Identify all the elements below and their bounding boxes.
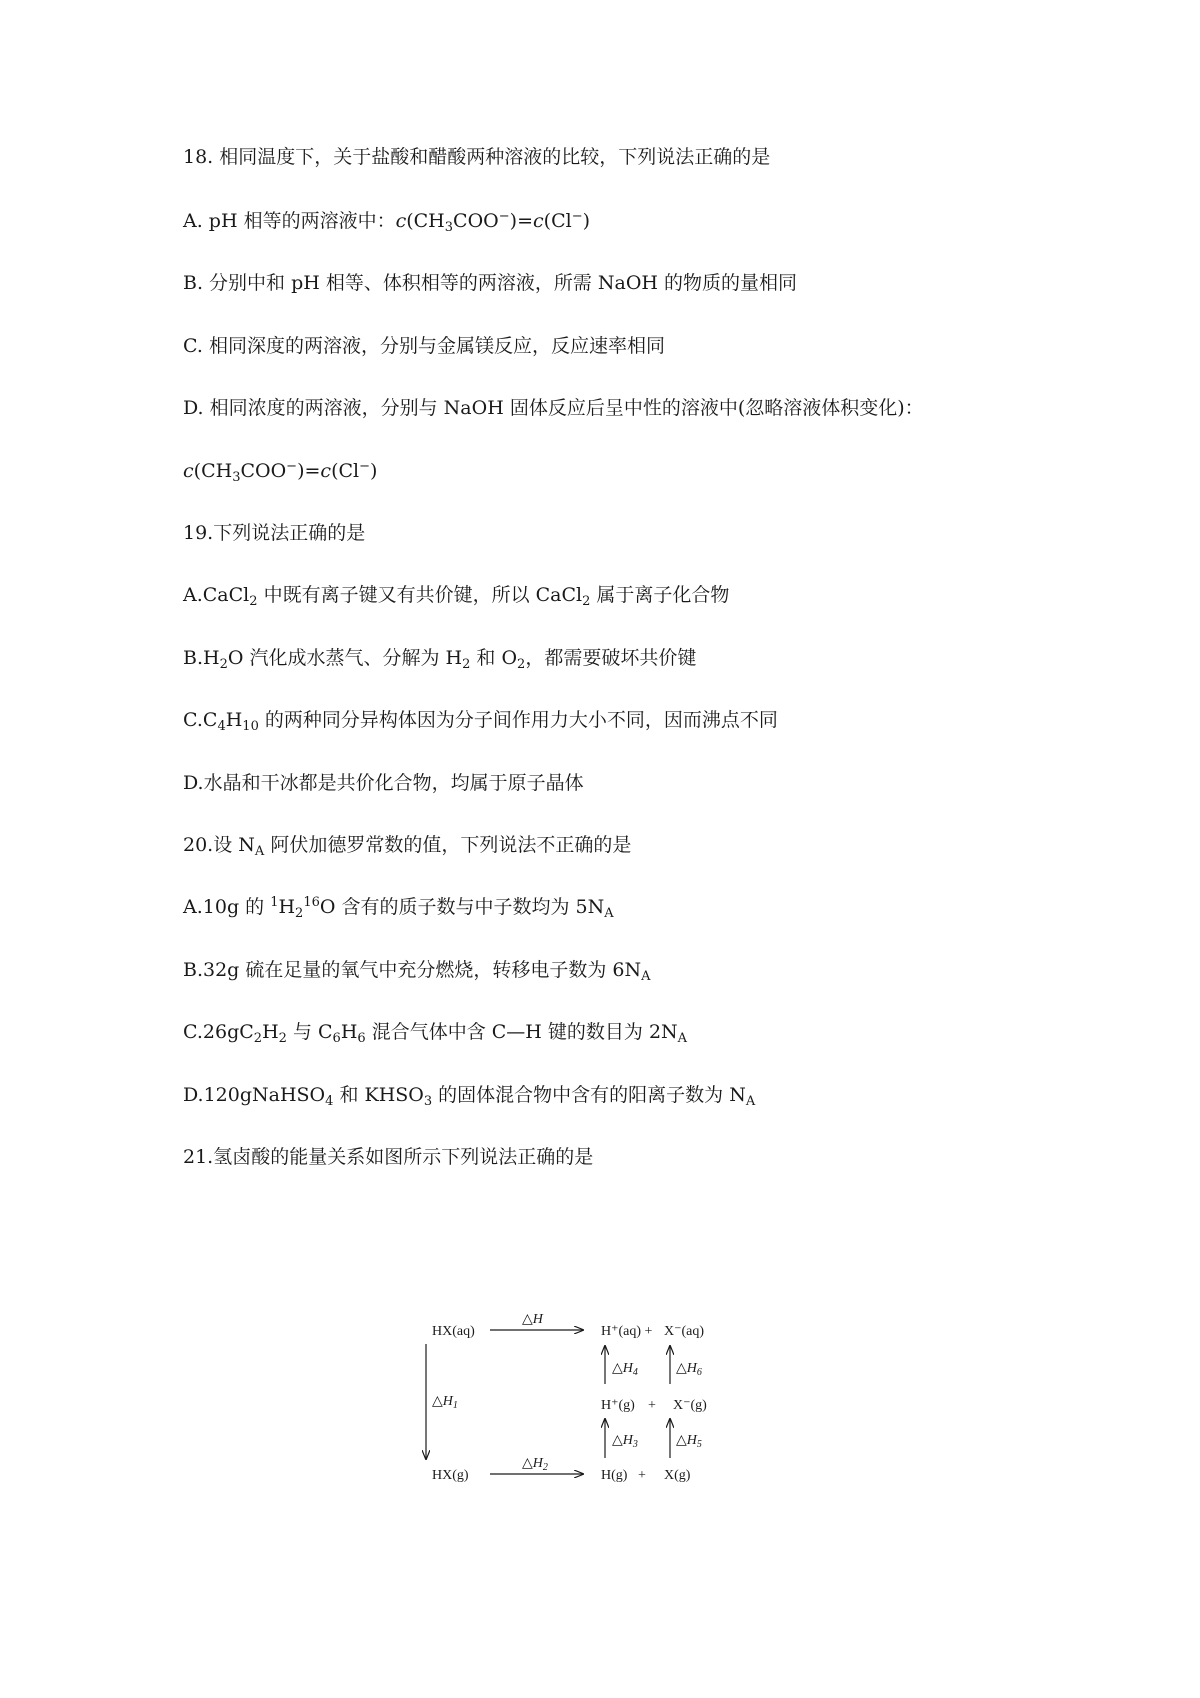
energy-cycle-diagram bbox=[420, 1296, 800, 1516]
q21-stem: 21.氢卤酸的能量关系如图所示下列说法正确的是 bbox=[183, 1146, 594, 1168]
q20-a-part: A.10g 的 bbox=[183, 896, 271, 918]
q20-option-a: A.10g 的 $^1H_2^{16}O$ 含有的质子数与中子数均为 $5N_A$ bbox=[183, 895, 614, 921]
q19-stem: 19.下列说法正确的是 bbox=[183, 522, 366, 544]
delta-h2-label: $\triangle H_2$ bbox=[522, 1456, 548, 1473]
xminus-aq-label: X⁻(aq) bbox=[664, 1324, 705, 1339]
h-g-label: H(g) bbox=[601, 1468, 628, 1483]
q20-stem: 20.设 $N_A$ 阿伏加德罗常数的值，下列说法不正确的是 bbox=[183, 834, 632, 859]
q20-option-c: $C.26gC_2H_2$ 与 $C_6H_6$ 混合气体中含 C—H 键的数目为 $2N_A$ bbox=[183, 1021, 688, 1046]
q20-c-part: 与 C bbox=[286, 1021, 333, 1043]
delta-h5-label: $\triangle H_5$ bbox=[676, 1433, 702, 1450]
hplus-aq-label: H⁺(aq) + bbox=[601, 1324, 653, 1339]
q20-option-d: D.120gNaHSO$_4$ 和 $KHSO_3$ 的固体混合物中含有的阳离子数为 $N_A$ bbox=[183, 1084, 756, 1109]
q20-d-part: 和 KHSO bbox=[333, 1084, 424, 1106]
hplus-g-label: H⁺(g) bbox=[601, 1398, 635, 1413]
q19-b-part: B.H bbox=[183, 647, 220, 669]
q20-d-part: 的固体混合物中含有的阳离子数为 N bbox=[432, 1084, 746, 1106]
q18-option-a-lead: A. pH 相等的两溶液中： bbox=[183, 210, 396, 232]
q19-a-part: 中既有离子键又有共价键，所以 CaCl bbox=[257, 584, 583, 606]
plus-sign: + bbox=[638, 1468, 646, 1483]
q20-stem-part: 20.设 N bbox=[183, 834, 255, 856]
plus-sign: + bbox=[648, 1398, 656, 1413]
q18-option-b: B. 分别中和 pH 相等、体积相等的两溶液，所需 NaOH 的物质的量相同 bbox=[183, 272, 798, 294]
q18-option-a: A. pH 相等的两溶液中：$c(CH_3COO^-)=c(Cl^-)$ bbox=[183, 209, 591, 235]
xminus-g-label: X⁻(g) bbox=[673, 1398, 707, 1413]
q19-a-part: A.CaCl bbox=[183, 584, 250, 606]
delta-h1-label: $\triangle H_1$ bbox=[432, 1394, 458, 1411]
q19-option-d: D.水晶和干冰都是共价化合物，均属于原子晶体 bbox=[183, 772, 584, 794]
q18-option-d-formula: $c(CH_3COO^-)=c(Cl^-)$ bbox=[183, 459, 378, 485]
q18-option-d: D. 相同浓度的两溶液，分别与 NaOH 固体反应后呈中性的溶液中(忽略溶液体积变化)： bbox=[183, 397, 924, 419]
hx-g-label: HX(g) bbox=[432, 1468, 469, 1483]
q20-stem-part: 阿伏加德罗常数的值，下列说法不正确的是 bbox=[264, 834, 632, 856]
q19-c-part: 的两种同分异构体因为分子间作用力大小不同，因而沸点不同 bbox=[258, 709, 778, 731]
q20-a-part: O 含有的质子数与中子数均为 5N bbox=[319, 896, 605, 918]
q19-option-a: A.CaCl$_2$ 中既有离子键又有共价键，所以 CaCl$_2$ 属于离子化合物 bbox=[183, 584, 730, 609]
q19-a-part: 属于离子化合物 bbox=[590, 584, 730, 606]
q20-c-part: C.26gC bbox=[183, 1021, 254, 1043]
q19-b-part: O 汽化成水蒸气、分解为 H bbox=[227, 647, 463, 669]
q19-option-c: $C.C_4H_{10}$ 的两种同分异构体因为分子间作用力大小不同，因而沸点不同 bbox=[183, 709, 778, 734]
q18-option-c: C. 相同深度的两溶液，分别与金属镁反应，反应速率相同 bbox=[183, 335, 665, 357]
delta-h6-label: $\triangle H_6$ bbox=[676, 1361, 702, 1378]
q20-d-part: D.120gNaHSO bbox=[183, 1084, 326, 1106]
q19-c-part: C.C bbox=[183, 709, 218, 731]
q19-b-part: 和 O bbox=[470, 647, 518, 669]
delta-h4-label: $\triangle H_4$ bbox=[612, 1361, 638, 1378]
q20-option-b: B.32g 硫在足量的氧气中充分燃烧，转移电子数为 $6N_A$ bbox=[183, 959, 651, 984]
q19-b-part: ，都需要破坏共价键 bbox=[525, 647, 697, 669]
q20-c-part: 混合气体中含 C—H 键的数目为 2N bbox=[365, 1021, 678, 1043]
x-g-label: X(g) bbox=[664, 1468, 691, 1483]
delta-h-label: △H bbox=[522, 1312, 543, 1327]
q19-option-b: $B.H_2O$ 汽化成水蒸气、分解为 $H_2$ 和 $O_2$，都需要破坏共价键 bbox=[183, 647, 697, 672]
q20-b-part: B.32g 硫在足量的氧气中充分燃烧，转移电子数为 6N bbox=[183, 959, 642, 981]
hx-aq-label: HX(aq) bbox=[432, 1324, 475, 1339]
q18-stem: 18. 相同温度下，关于盐酸和醋酸两种溶液的比较，下列说法正确的是 bbox=[183, 146, 771, 168]
delta-h3-label: $\triangle H_3$ bbox=[612, 1433, 638, 1450]
